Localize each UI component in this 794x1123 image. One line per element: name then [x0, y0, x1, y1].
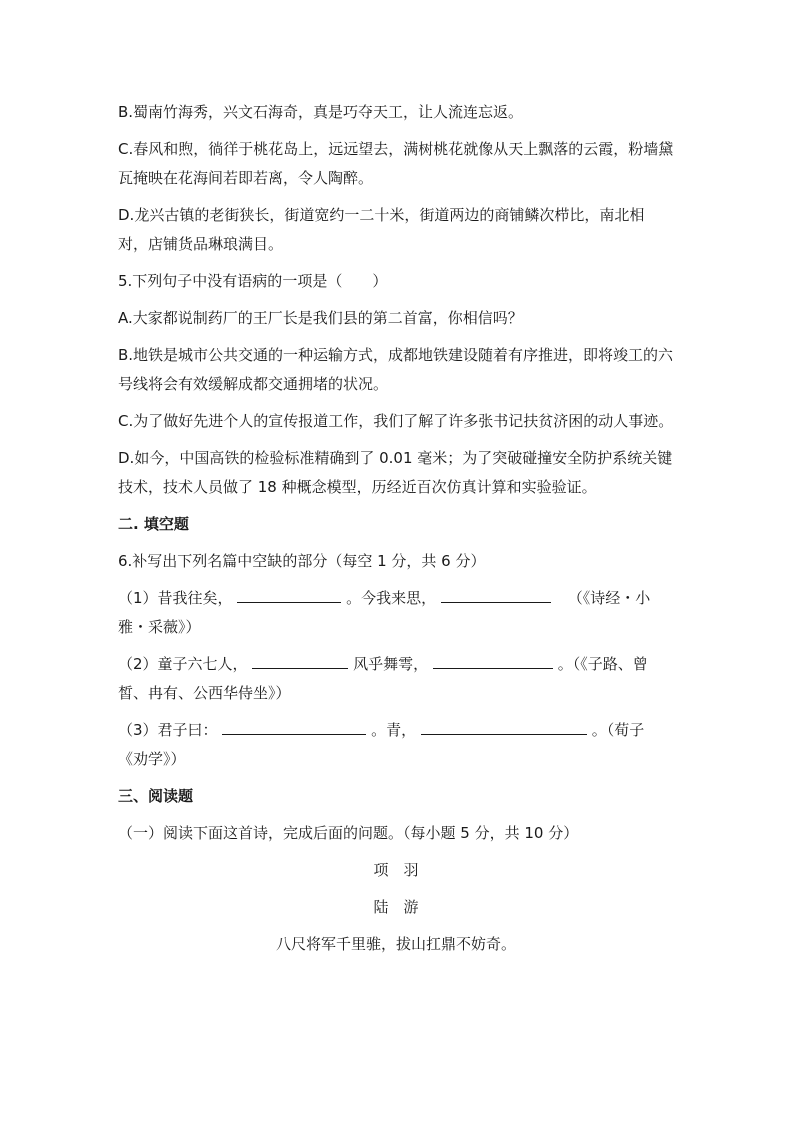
reading-intro: （一）阅读下面这首诗，完成后面的问题。（每小题 5 分，共 10 分）	[118, 824, 579, 842]
section3-title: 三、阅读题	[118, 787, 194, 805]
blank-6[interactable]	[421, 717, 587, 735]
q6-line-3-part-a: （3）君子曰：	[118, 721, 218, 739]
q5-option-b: B.地铁是城市公共交通的一种运输方式，成都地铁建设随着有序推进，即将竣工的六号线将会有效缓解成都交通拥堵的状况。	[118, 346, 674, 393]
q6-line-1-source: （《诗经・小雅・采薇》）	[118, 589, 651, 636]
blank-5[interactable]	[222, 717, 366, 735]
q6-line-1	[118, 584, 674, 642]
q6-line-2	[118, 650, 674, 708]
blank-3[interactable]	[252, 651, 348, 669]
q6-line-1-part-b: 。今我来思，	[346, 589, 437, 607]
q6-line-3-part-b: 。青，	[371, 721, 417, 739]
q6-line-3-source: 。（荀子《劝学》）	[118, 721, 645, 768]
q6-line-1-part-a: （1）昔我往矣，	[118, 589, 233, 607]
blank-2[interactable]	[441, 585, 551, 603]
q4-option-d: D.龙兴古镇的老街狭长，街道宽约一二十米，街道两边的商铺鳞次栉比，南北相对，店铺货品琳琅满目。	[118, 206, 645, 253]
q5-stem: 5.下列句子中没有语病的一项是（ ）	[118, 272, 388, 290]
q4-option-b: B.蜀南竹海秀，兴文石海奇，真是巧夺天工，让人流连忘返。	[118, 103, 524, 121]
q6-stem: 6.补写出下列名篇中空缺的部分（每空 1 分，共 6 分）	[118, 552, 486, 570]
q4-option-c: C.春风和煦，徜徉于桃花岛上，远远望去，满树桃花就像从天上飘落的云霞，粉墙黛瓦掩映在花海间若即若离，令人陶醉。	[118, 140, 674, 187]
q6-line-2-part-b: 风乎舞雩，	[353, 655, 429, 673]
section2-title: 二. 填空题	[118, 515, 189, 533]
blank-1[interactable]	[237, 585, 341, 603]
q5-option-c: C.为了做好先进个人的宣传报道工作，我们了解了许多张书记扶贫济困的动人事迹。	[118, 412, 674, 430]
poem-author: 陆 游	[373, 898, 419, 916]
poem-title: 项 羽	[373, 861, 419, 879]
poem-line-1: 八尺将军千里骓，拔山扛鼎不妨奇。	[275, 935, 516, 953]
q5-option-a: A.大家都说制药厂的王厂长是我们县的第二首富，你相信吗？	[118, 309, 523, 327]
blank-4[interactable]	[433, 651, 553, 669]
q6-line-3	[118, 716, 674, 774]
q5-option-d: D.如今，中国高铁的检验标准精确到了 0.01 毫米；为了突破碰撞安全防护系统关键技术，技术人员做了 18 种概念模型，历经近百次仿真计算和实验验证。	[118, 449, 673, 496]
q6-line-2-source: 。（《子路、曾皙、冉有、公西华侍坐》）	[118, 655, 648, 702]
document-body	[118, 98, 674, 967]
q6-line-2-part-a: （2）童子六七人，	[118, 655, 248, 673]
